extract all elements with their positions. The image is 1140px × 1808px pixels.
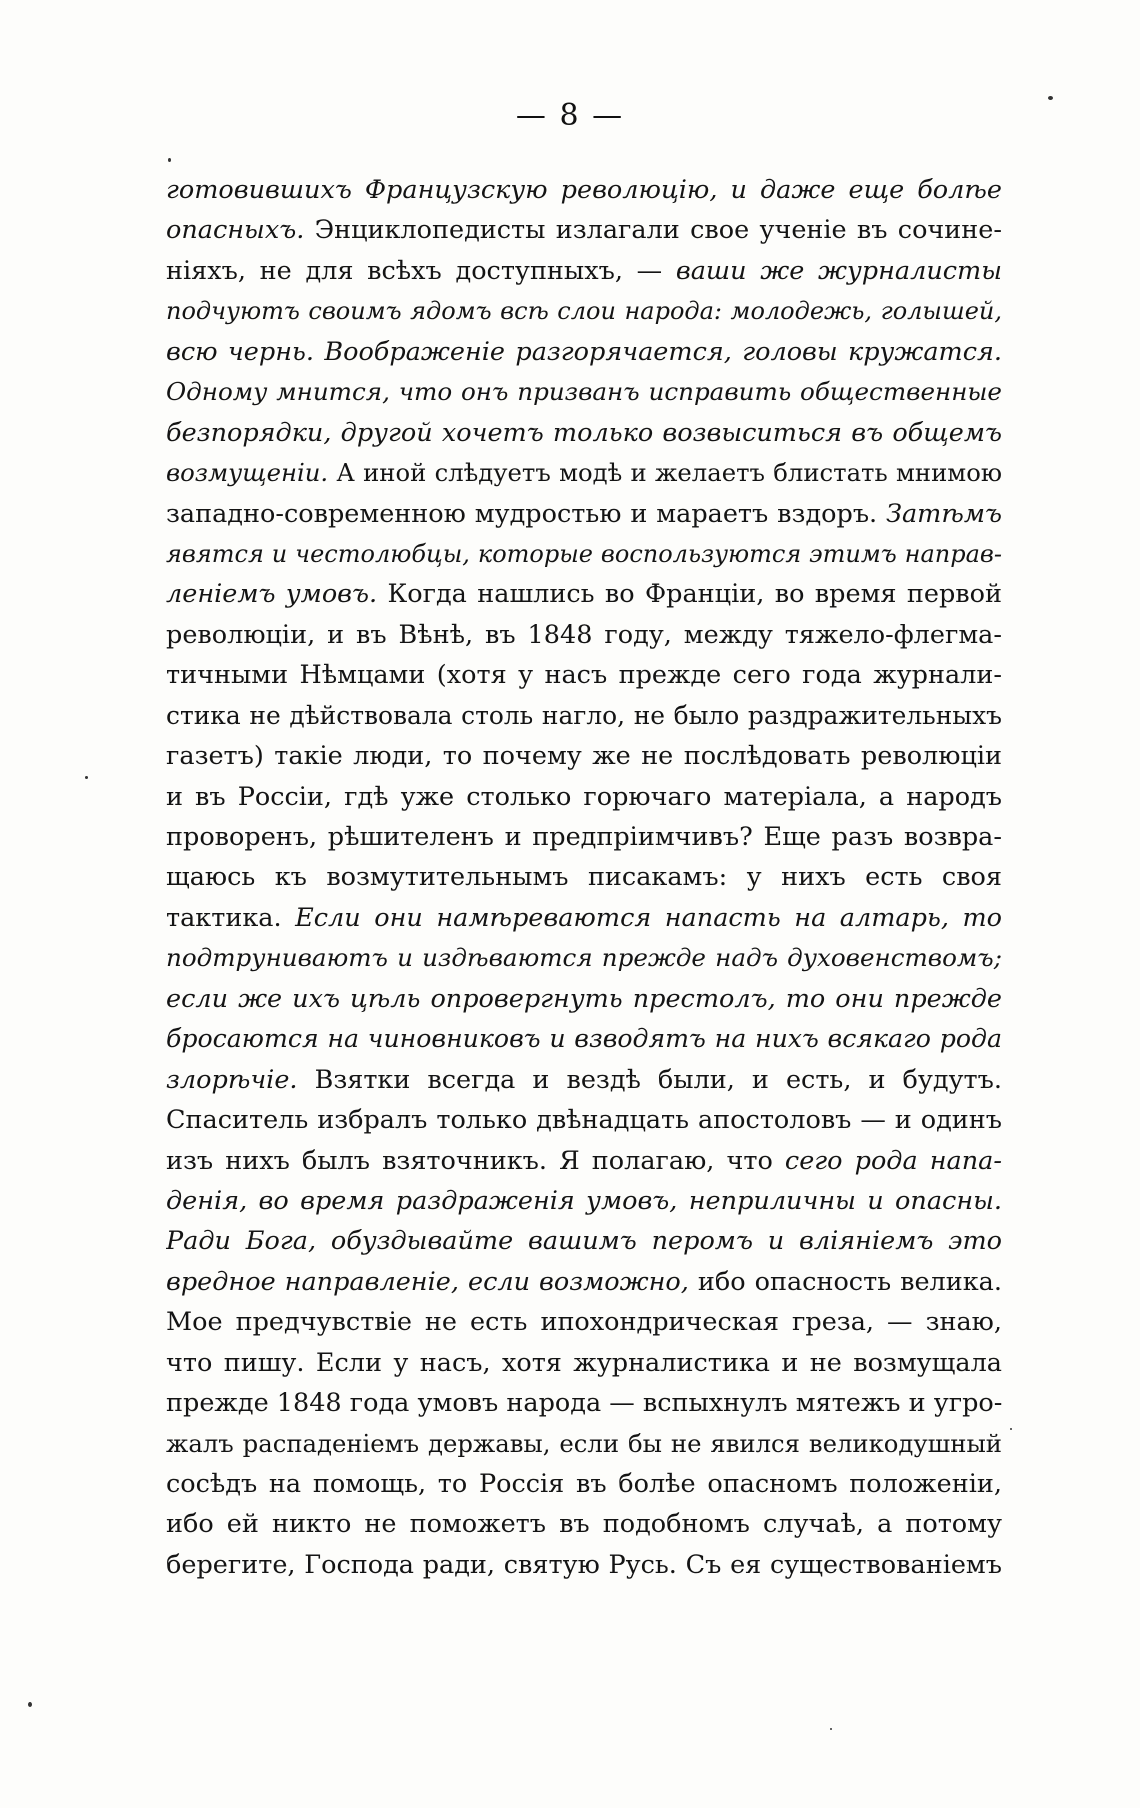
regular-text: прежде 1848 года умовъ народа — вспыхнулъ мятежъ и угро-	[166, 1388, 1002, 1419]
italic-text: всю чернь. Воображеніе разгорячается, головы кружатся.	[166, 336, 1002, 367]
text-line	[166, 1504, 1002, 1544]
italic-text: денія, во время раздраженія умовъ, неприличны и опасны.	[166, 1185, 1002, 1216]
italic-text: ваши же журналисты	[675, 255, 1002, 286]
text-line	[166, 534, 1002, 574]
text-line	[166, 898, 1002, 938]
text-line	[166, 1181, 1002, 1221]
text-line	[166, 494, 1002, 534]
text-line	[166, 777, 1002, 817]
italic-text: опасныхъ.	[166, 215, 305, 246]
text-line	[166, 170, 1002, 210]
regular-text: газетъ) такіе люди, то почему же не послѣдовать революціи	[166, 741, 1002, 772]
regular-text: ибо опасность велика.	[688, 1266, 1002, 1297]
body-text	[166, 170, 1002, 1585]
text-line	[166, 615, 1002, 655]
italic-text: если же ихъ цѣль опровергнуть престолъ, то они прежде	[166, 983, 1002, 1014]
text-line	[166, 1545, 1002, 1585]
text-line	[166, 1100, 1002, 1140]
regular-text: Спаситель избралъ только двѣнадцать апостоловъ — и одинъ	[166, 1105, 1002, 1136]
regular-text: Энциклопедисты излагали свое ученіе въ сочине-	[304, 215, 1002, 246]
regular-text: берегите, Господа ради, святую Русь. Съ ея существованіемъ	[166, 1549, 1002, 1580]
text-line	[166, 979, 1002, 1019]
regular-text: западно-современною мудростью и мараетъ вздоръ.	[166, 498, 887, 529]
italic-text: бросаются на чиновниковъ и взводятъ на нихъ всякаго рода	[166, 1024, 1002, 1054]
regular-text: что пишу. Если у насъ, хотя журналистика и не возмущала	[166, 1347, 1002, 1378]
text-line	[166, 1262, 1002, 1302]
regular-text: А иной слѣдуетъ модѣ и желаетъ блистать мнимою	[328, 458, 1002, 488]
regular-text: Когда нашлись во Франціи, во время первой	[377, 579, 1002, 610]
text-line	[166, 291, 1002, 331]
regular-text: тактика.	[166, 902, 296, 933]
text-line	[166, 1019, 1002, 1059]
text-line	[166, 1464, 1002, 1504]
regular-text: Мое предчувствіе не есть ипохондрическая греза, — знаю,	[166, 1307, 1002, 1338]
text-line	[166, 1302, 1002, 1342]
italic-text: Если они намѣреваются напасть на алтарь, то	[295, 902, 1002, 933]
scan-speck	[830, 1728, 832, 1730]
text-line	[166, 1221, 1002, 1261]
regular-text: ибо ей никто не поможетъ въ подобномъ случаѣ, а потому	[166, 1509, 1002, 1540]
scan-speck	[168, 158, 171, 162]
regular-text: стика не дѣйствовала столь нагло, не было раздражительныхъ	[166, 700, 1002, 730]
regular-text: щаюсь къ возмутительнымъ писакамъ: у нихъ есть своя	[166, 862, 1002, 893]
regular-text: ніяхъ, не для всѣхъ доступныхъ, —	[166, 255, 676, 286]
text-line	[166, 251, 1002, 291]
italic-text: возмущеніи.	[166, 458, 329, 488]
text-line	[166, 736, 1002, 776]
regular-text: тичными Нѣмцами (хотя у насъ прежде сего года журнали-	[166, 660, 1002, 691]
regular-text: изъ нихъ былъ взяточникъ. Я полагаю, что	[166, 1145, 785, 1176]
text-line	[166, 696, 1002, 736]
italic-text: готовившихъ Французскую революцію, и даже еще болѣе	[166, 175, 1002, 205]
text-line	[166, 1383, 1002, 1423]
page-number: — 8 —	[515, 98, 625, 133]
scan-speck	[28, 1702, 32, 1707]
regular-text: сосѣдъ на помощь, то Россія въ болѣе опасномъ положеніи,	[166, 1469, 1002, 1499]
text-line	[166, 655, 1002, 695]
italic-text: подчуютъ своимъ ядомъ всѣ слои народа: молодежь, голышей,	[166, 297, 1002, 326]
italic-text: вредное направленіе, если возможно,	[166, 1266, 689, 1297]
text-line	[166, 1141, 1002, 1181]
scan-speck	[85, 776, 88, 779]
text-line	[166, 938, 1002, 978]
text-line	[166, 1060, 1002, 1100]
text-line	[166, 453, 1002, 493]
regular-text: жалъ распаденіемъ державы, если бы не явился великодушный	[166, 1428, 1002, 1458]
text-line	[166, 1424, 1002, 1464]
italic-text: Одному мнится, что онъ призванъ исправить общественные	[166, 377, 1002, 407]
text-line	[166, 210, 1002, 250]
text-line	[166, 857, 1002, 897]
text-line	[166, 817, 1002, 857]
italic-text: явятся и честолюбцы, которые воспользуются этимъ направ-	[166, 539, 1002, 568]
scan-speck	[1048, 96, 1053, 100]
text-line	[166, 574, 1002, 614]
text-line	[166, 332, 1002, 372]
italic-text: злорѣчіе.	[166, 1064, 298, 1095]
italic-text: Затѣмъ	[886, 498, 1002, 529]
text-line	[166, 1343, 1002, 1383]
italic-text: сего рода напа-	[784, 1145, 1002, 1176]
regular-text: и въ Россіи, гдѣ уже столько горючаго матеріала, а народъ	[166, 781, 1002, 812]
regular-text: революціи, и въ Вѣнѣ, въ 1848 году, между тяжело-флегма-	[166, 619, 1002, 650]
regular-text: проворенъ, рѣшителенъ и предпріимчивъ? Еще разъ возвра-	[166, 822, 1002, 852]
text-line	[166, 413, 1002, 453]
scan-speck	[1010, 1428, 1012, 1430]
italic-text: подтруниваютъ и издѣваются прежде надъ духовенствомъ;	[166, 943, 1002, 973]
text-line	[166, 372, 1002, 412]
italic-text: Ради Бога, обуздывайте вашимъ перомъ и вліяніемъ это	[166, 1226, 1002, 1257]
regular-text: Взятки всегда и вездѣ были, и есть, и будутъ.	[297, 1064, 1002, 1095]
italic-text: леніемъ умовъ.	[166, 579, 378, 610]
italic-text: безпорядки, другой хочетъ только возвыситься въ общемъ	[166, 417, 1002, 448]
